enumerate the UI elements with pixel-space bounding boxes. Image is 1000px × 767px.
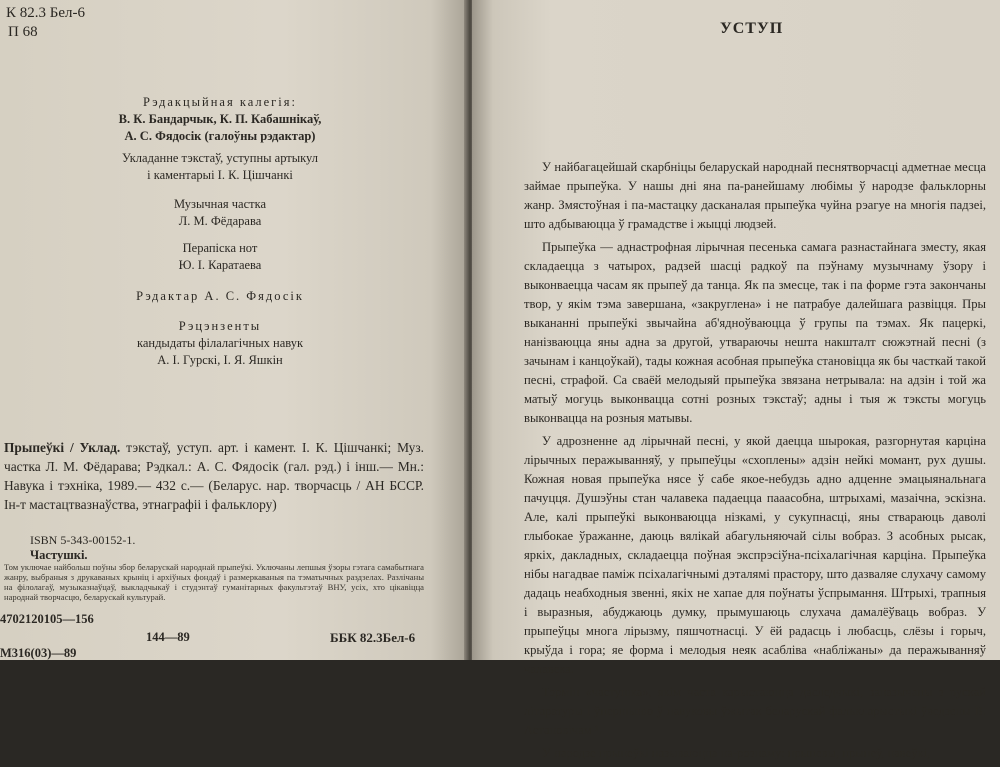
chapter-heading: УСТУП [720, 20, 784, 37]
credit-line: Л. М. Фёдарава [178, 214, 262, 228]
body-paragraph: У адрозненне ад лірычнай песні, у якой даецца шырокая, разгорнутая карціна лірычных перажыванняў, у прыпеўцы «схоплены» адзін нейкі момант, рух душы. Кожная новая прыпеўка нясе ў сабе якое-небудзь адно адценне эмацыянальнага пачуцця. Душэўны стан чалавека падаецца пааасобна, штрыхамі, мазаічна, эскізна. Але, калі прыпеўкі выконваюцца нізкамі, у сукупнасці, яны ствараюць даволі глыбокае ўражанне, даюць вялікай абагульняючай сілы вобраз. З асобных рысак, яркіх, дакладных, складаецца поўная экспрэсіўна-псіхалагічная карціна. Прыпеўка нібы нагадвае паміж псіхалагічнымі дэталямі прастору, што дазваляе слухачу самому дадаць неабходныя звенні, якіх не хапае для поўнаты ўспрымання. Штрыхі, трапныя і выразныя, абуджаюць думку, прымушаюць слухача дамалёўваць вобраз. У прыпеўцы многа лірызму, пяшчотнасці. У ёй радасць і любасць, слёзы і горыч, крыўда і гора; яе форма і мелодыя неяк асабліва «набліжаны» да перажыванняў чалавека. [524, 434, 986, 676]
notation-credit [80, 240, 360, 274]
compiler-credit [80, 150, 360, 184]
credit-line: кандыдаты філалагічных навук [136, 336, 304, 350]
credit-line: Ю. І. Каратаева [178, 258, 262, 272]
editorial-board-heading: Рэдакцыйная калегія: [142, 95, 297, 109]
classification-code [6, 4, 85, 42]
editorial-board-member: А. С. Фядосік (галоўны рэдактар) [124, 129, 316, 143]
credit-line: Рэцэнзенты [178, 319, 262, 333]
credit-line: А. І. Гурскі, І. Я. Яшкін [157, 353, 283, 367]
catalog-code: 144—89 [146, 630, 190, 644]
reviewers-credit [80, 318, 360, 369]
credit-line: Перапіска нот [182, 241, 258, 255]
classification-line: К 82.3 Бел-6 [6, 5, 86, 21]
right-page [472, 0, 1000, 760]
editorial-board [80, 94, 360, 145]
catalog-entry [4, 438, 424, 514]
catalog-code: М316(03)—89 [0, 646, 77, 660]
editor-credit: Рэдактар А. С. Фядосік [136, 289, 304, 303]
bbk-code: ББК 82.3Бел-6 [330, 630, 416, 645]
left-page [0, 0, 468, 660]
body-paragraph: Прыпеўка — аднастрофная лірычная песенька самага разнастайнага зместу, якая складаецца з чатырох, радзей шасці радкоў па пэўнаму музычнаму ўзору і выконваецца часам як прыпеў да танца. Як па змесце, так і па форме гэта закончаны твор, у якім тэма завершана, «закруглена» і не патрабуе далейшага развіцця. Пры выкананні прыпеўкі звычайна аб'ядноўваюцца ў групы па тэмах. Як пацеркі, нанізваюцца яны адна за другой, утвараючы нешта накшталт сюжэтнай песні (з зачынам і канцоўкай), тады кожная асобная прыпеўка становіцца як бы часткай такой песні, страфой. Са сваёй мелодыяй прыпеўка звязана нетрывала: на адзін і той жа матыў могуць выконвацца сотні розных тэкстаў; адны і тыя ж тэксты могуць выконвацца на розныя матывы. [524, 240, 986, 425]
body-paragraph: У найбагацейшай скарбніцы беларускай народнай песнятворчасці адметнае месца займае прыпеўка. У нашы дні яна па-ранейшаму любімы ў народзе фальклорны жанр. Змястоўная і па-мастацку дасканалая прыпеўка чуйна рэагуе на многія падзеі, што адбываюцца ў грамадстве і жыцці людзей. [524, 160, 986, 231]
catalog-text: тэкстаў, уступ. арт. і камент. І. К. Цішчанкі; Муз. частка Л. М. Фёдарава; Рэдкал.: А. С. Фядосік (гал. рэд.) і інш.— Мн.: Навука і тэхніка, 1989.— 432 с.— (Беларус. нар. творчасць / АН БССР. Ін-т мастацтвазнаўства, этнаграфіі і фальклору) [4, 440, 424, 512]
classification-line: П 68 [8, 24, 38, 40]
body-paragraph: Тэрмін «частушка», якім часта карыстаюцца даследчыкі, запазычаны з рускай літаратуры і ўпершыню ў навуковы ўжытак беларускай фалькларыстыкі ўведзены В. Астаповічам ¹. [524, 685, 986, 737]
annotation: Том уключае найбольш поўны збор беларускай народнай прыпеўкі. Уключаны лепшыя ўзоры гэтага самабытнага жанру, выбраныя з друкаваных крыніц і архіўных фондаў і размеркаваныя па тэматычных раздзелах. Разлічаны на філолагаў, музыказнаўцаў, выкладчыкаў і студэнтаў гуманітарных факультэтаў ВНУ, усіх, хто цікавіцца народнай творчасцю, беларускай культурай. [4, 562, 424, 602]
editorial-board-member: В. К. Бандарчык, К. П. Кабашнікаў, [118, 112, 322, 126]
chapter-body [524, 158, 986, 767]
music-credit [80, 196, 360, 230]
credit-line: Музычная частка [173, 197, 267, 211]
credit-line: і каментарыі І. К. Цішчанкі [147, 168, 293, 182]
body-paragraph: У народзе прыпеўкі называюцца па-рознаму: прыпевы, прыпеў, павеўкі, [542, 746, 931, 760]
catalog-title: Прыпеўкі / Уклад. [4, 440, 121, 455]
catalog-code: 4702120105—156 [0, 612, 94, 626]
credit-line: Укладанне тэкстаў, уступны артыкул [121, 151, 318, 165]
subject-heading: Частушкі. [30, 548, 88, 562]
isbn: ISBN 5-343-00152-1. [30, 533, 136, 547]
